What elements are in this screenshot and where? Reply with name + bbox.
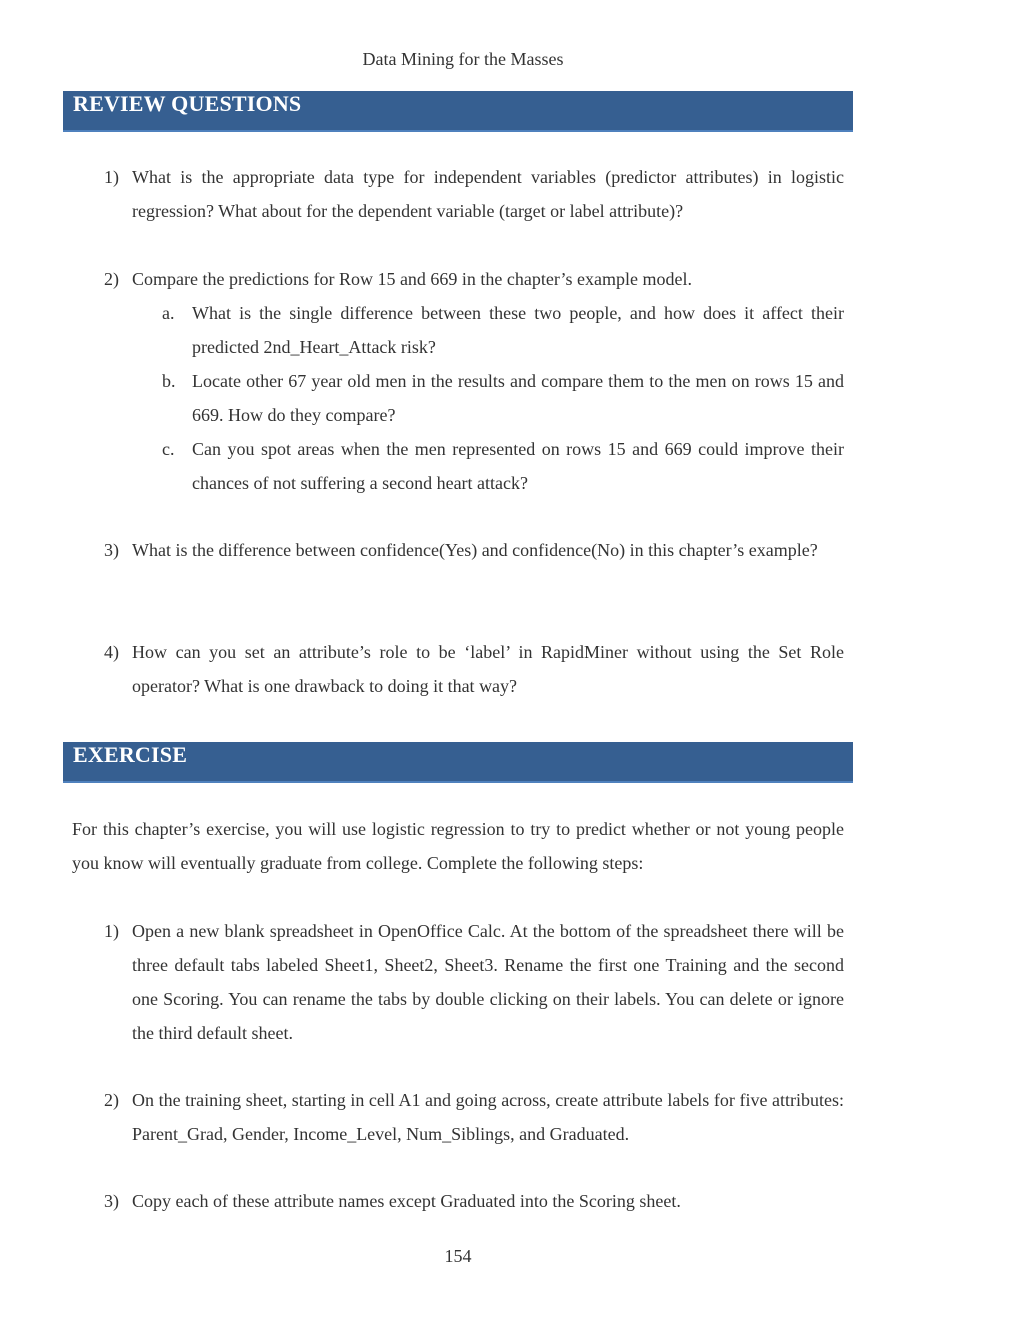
step-number: 2) bbox=[104, 1090, 119, 1110]
step-text: Copy each of these attribute names except Graduated into the Scoring sheet. bbox=[132, 1191, 681, 1211]
running-header: Data Mining for the Masses bbox=[362, 49, 564, 69]
step-number: 3) bbox=[104, 1191, 119, 1211]
exercise-heading: EXERCISE bbox=[73, 742, 188, 767]
step-text: On the training sheet, starting in cell A1 and going across, create attribute labels for five attributes: Parent_Grad, Gender, Income_Level, Num_Siblings, and Graduated. bbox=[132, 1090, 844, 1144]
question-number: 1) bbox=[104, 167, 119, 187]
sub-letter: a. bbox=[162, 303, 175, 323]
review-question-2 bbox=[104, 262, 844, 296]
step-number: 1) bbox=[104, 921, 119, 941]
question-text: What is the appropriate data type for independent variables (predictor attributes) in logistic regression? What about for the dependent variable (target or label attribute)? bbox=[132, 167, 844, 221]
step-text: Open a new blank spreadsheet in OpenOffice Calc. At the bottom of the spreadsheet there will be three default tabs labeled Sheet1, Sheet2, Sheet3. Rename the first one Training and the second one Scoring. You can rename the tabs by double clicking on their labels. You can delete or ignore the third default sheet. bbox=[132, 921, 844, 1043]
review-question-4 bbox=[104, 635, 844, 703]
review-question-2-sub-a bbox=[162, 296, 844, 364]
sub-letter: b. bbox=[162, 371, 176, 391]
question-text: How can you set an attribute’s role to be ‘label’ in RapidMiner without using the Set Role operator? What is one drawback to doing it that way? bbox=[132, 642, 844, 696]
sub-text: Can you spot areas when the men represented on rows 15 and 669 could improve their chances of not suffering a second heart attack? bbox=[192, 439, 844, 493]
review-question-1 bbox=[104, 160, 844, 228]
question-number: 3) bbox=[104, 540, 119, 560]
page-number: 154 bbox=[444, 1246, 472, 1266]
exercise-step-2 bbox=[104, 1083, 844, 1151]
question-text: What is the difference between confidence(Yes) and confidence(No) in this chapter’s example? bbox=[132, 540, 818, 560]
review-question-3 bbox=[104, 533, 844, 567]
question-number: 2) bbox=[104, 269, 119, 289]
question-text: Compare the predictions for Row 15 and 669 in the chapter’s example model. bbox=[132, 269, 693, 289]
review-question-2-sub-b bbox=[162, 364, 844, 432]
sub-text: Locate other 67 year old men in the results and compare them to the men on rows 15 and 669. How do they compare? bbox=[192, 371, 844, 425]
question-number: 4) bbox=[104, 642, 119, 662]
sub-text: What is the single difference between these two people, and how does it affect their predicted 2nd_Heart_Attack risk? bbox=[192, 303, 844, 357]
review-questions-heading: REVIEW QUESTIONS bbox=[73, 91, 302, 116]
exercise-intro: For this chapter’s exercise, you will use logistic regression to try to predict whether or not young people you know will eventually graduate from college. Complete the following steps: bbox=[72, 819, 844, 873]
sub-letter: c. bbox=[162, 439, 175, 459]
review-questions-banner bbox=[63, 91, 853, 132]
exercise-step-3 bbox=[104, 1184, 844, 1218]
review-question-2-sub-c bbox=[162, 432, 844, 500]
exercise-banner bbox=[63, 742, 853, 783]
exercise-step-1 bbox=[104, 914, 844, 1050]
